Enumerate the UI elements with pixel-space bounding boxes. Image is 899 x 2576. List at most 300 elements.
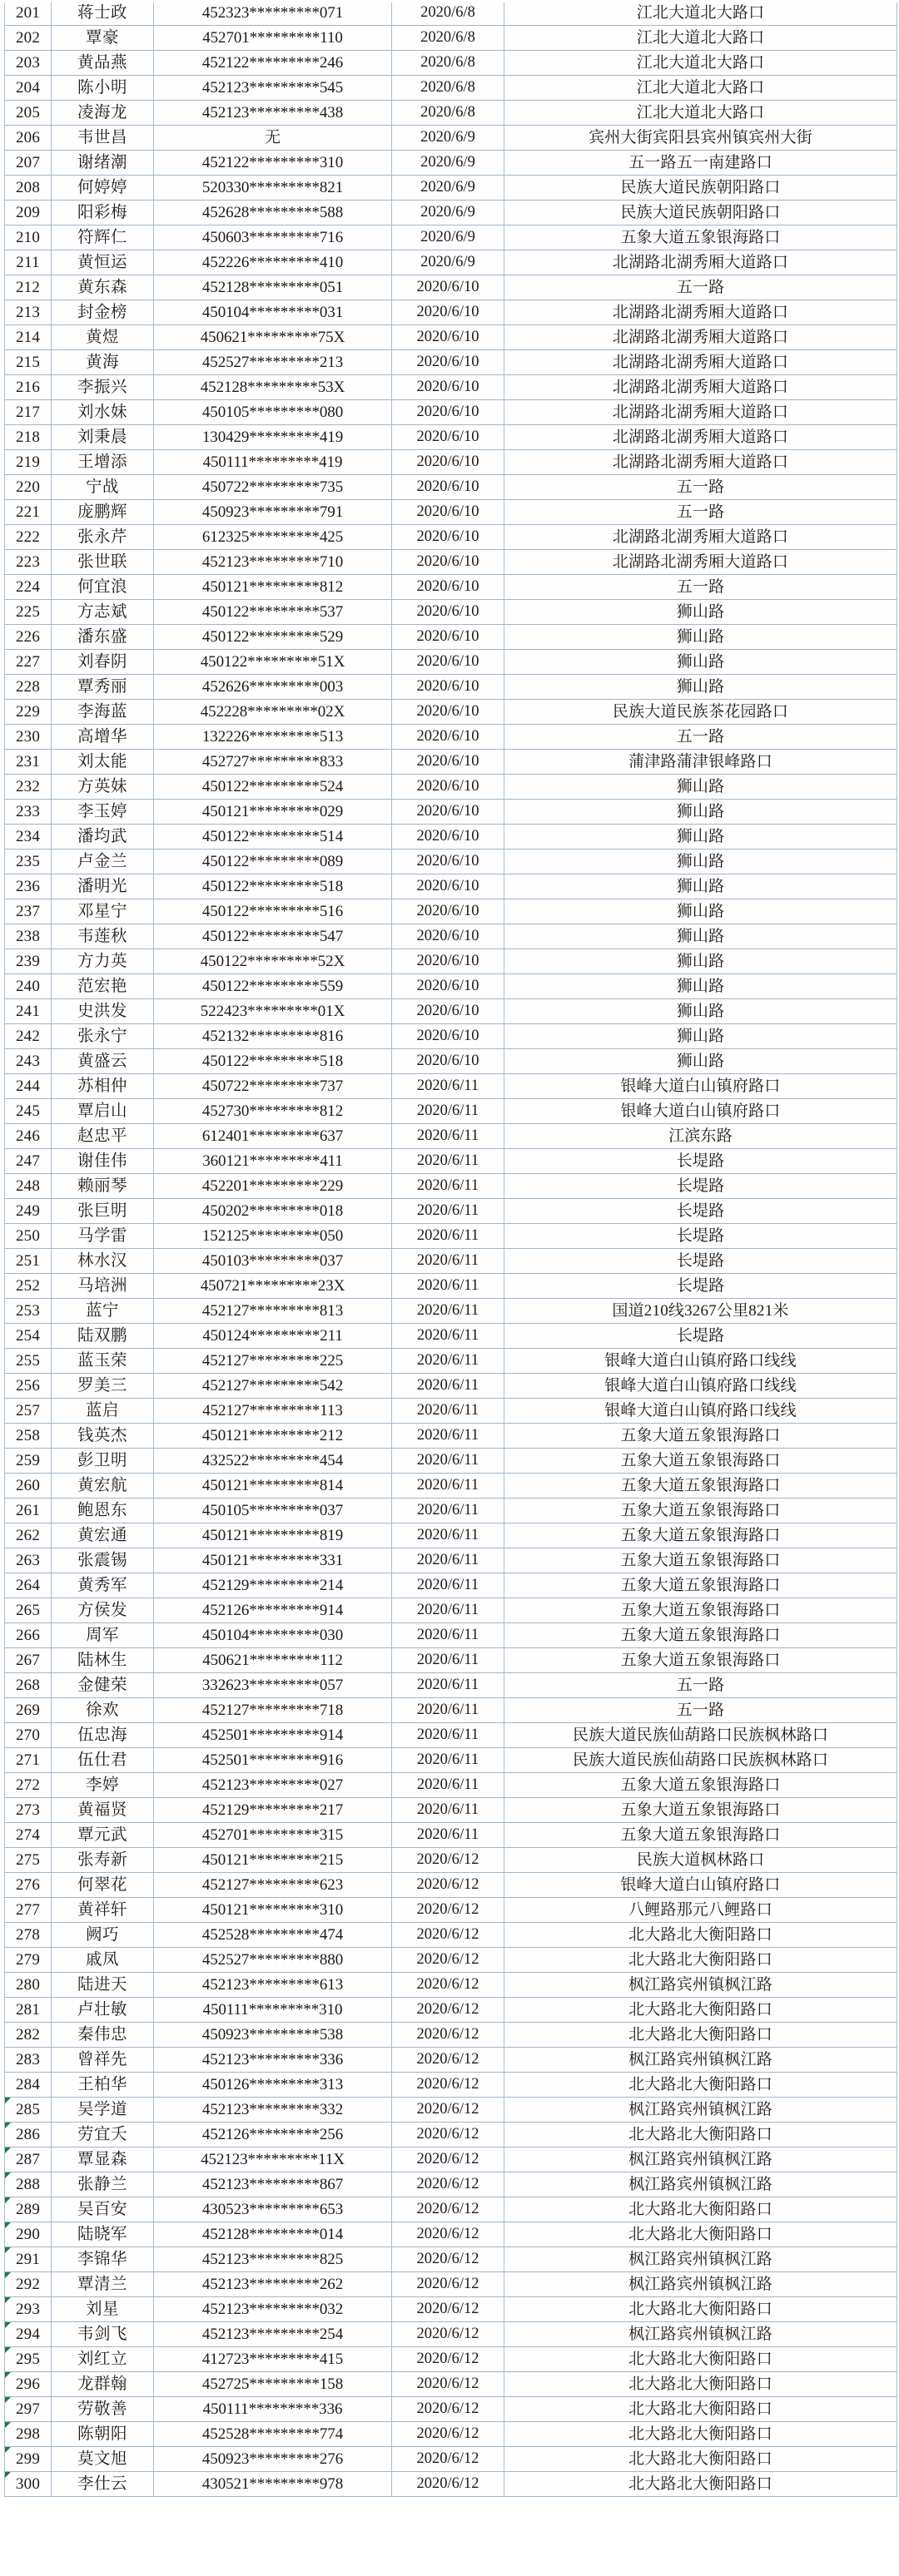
cell-location[interactable]: 北湖路北湖秀厢大道路口 [504, 550, 897, 575]
cell-id-number[interactable]: 332623*********057 [154, 1673, 392, 1698]
table-row[interactable] [5, 2272, 897, 2297]
cell-location[interactable]: 狮山路 [504, 675, 897, 700]
cell-name[interactable]: 陆双鹏 [52, 1324, 154, 1349]
cell-date[interactable]: 2020/6/10 [392, 1024, 504, 1049]
table-row[interactable] [5, 1249, 897, 1274]
cell-name[interactable]: 林水汉 [52, 1249, 154, 1274]
cell-sequence[interactable]: 229 [5, 700, 52, 725]
cell-name[interactable]: 王柏华 [52, 2073, 154, 2098]
cell-date[interactable]: 2020/6/10 [392, 450, 504, 475]
cell-sequence[interactable]: 289 [5, 2197, 52, 2222]
cell-date[interactable]: 2020/6/12 [392, 2247, 504, 2272]
cell-sequence[interactable]: 214 [5, 325, 52, 350]
cell-name[interactable]: 李仕云 [52, 2472, 154, 2497]
cell-location[interactable]: 狮山路 [504, 1049, 897, 1074]
table-row[interactable] [5, 2297, 897, 2322]
cell-location[interactable]: 五象大道五象银海路口 [504, 1449, 897, 1474]
table-row[interactable] [5, 400, 897, 425]
cell-date[interactable]: 2020/6/12 [392, 2098, 504, 2123]
cell-sequence[interactable]: 253 [5, 1299, 52, 1324]
cell-id-number[interactable]: 520330*********821 [154, 176, 392, 201]
cell-sequence[interactable]: 267 [5, 1648, 52, 1673]
table-row[interactable] [5, 1598, 897, 1623]
table-row[interactable] [5, 350, 897, 375]
cell-id-number[interactable]: 450722*********737 [154, 1074, 392, 1099]
cell-date[interactable]: 2020/6/10 [392, 700, 504, 725]
cell-location[interactable]: 五象大道五象银海路口 [504, 1823, 897, 1848]
cell-id-number[interactable]: 452201*********229 [154, 1174, 392, 1199]
cell-sequence[interactable]: 245 [5, 1099, 52, 1124]
cell-location[interactable]: 五一路 [504, 275, 897, 300]
cell-id-number[interactable]: 450121*********310 [154, 1898, 392, 1923]
cell-location[interactable]: 北大路北大衡阳路口 [504, 2472, 897, 2497]
cell-sequence[interactable]: 251 [5, 1249, 52, 1274]
table-row[interactable] [5, 1798, 897, 1823]
cell-sequence[interactable]: 260 [5, 1474, 52, 1499]
cell-name[interactable]: 潘均武 [52, 825, 154, 850]
table-row[interactable] [5, 800, 897, 825]
cell-name[interactable]: 卢壮敏 [52, 1998, 154, 2023]
cell-sequence[interactable]: 230 [5, 725, 52, 750]
table-row[interactable] [5, 775, 897, 800]
cell-date[interactable]: 2020/6/12 [392, 2048, 504, 2073]
cell-location[interactable]: 江北大道北大路口 [504, 51, 897, 76]
cell-date[interactable]: 2020/6/12 [392, 2447, 504, 2472]
cell-location[interactable]: 狮山路 [504, 600, 897, 625]
table-row[interactable] [5, 750, 897, 775]
cell-date[interactable]: 2020/6/12 [392, 2172, 504, 2197]
table-row[interactable] [5, 1174, 897, 1199]
cell-date[interactable]: 2020/6/12 [392, 1973, 504, 1998]
cell-date[interactable]: 2020/6/11 [392, 1224, 504, 1249]
cell-date[interactable]: 2020/6/10 [392, 1049, 504, 1074]
cell-location[interactable]: 银峰大道白山镇府路口 [504, 1074, 897, 1099]
cell-sequence[interactable]: 290 [5, 2222, 52, 2247]
cell-name[interactable]: 李海蓝 [52, 700, 154, 725]
table-row[interactable] [5, 2422, 897, 2447]
cell-id-number[interactable]: 452626*********003 [154, 675, 392, 700]
cell-date[interactable]: 2020/6/10 [392, 924, 504, 949]
table-row[interactable] [5, 450, 897, 475]
cell-location[interactable]: 北大路北大衡阳路口 [504, 1923, 897, 1948]
cell-id-number[interactable]: 452730*********812 [154, 1099, 392, 1124]
cell-id-number[interactable]: 452128*********051 [154, 275, 392, 300]
cell-location[interactable]: 狮山路 [504, 999, 897, 1024]
table-row[interactable] [5, 1673, 897, 1698]
cell-id-number[interactable]: 452127*********225 [154, 1349, 392, 1374]
table-row[interactable] [5, 201, 897, 225]
cell-date[interactable]: 2020/6/10 [392, 874, 504, 899]
cell-location[interactable]: 枫江路宾州镇枫江路 [504, 2247, 897, 2272]
table-row[interactable] [5, 2322, 897, 2347]
cell-sequence[interactable]: 242 [5, 1024, 52, 1049]
cell-name[interactable]: 伍忠海 [52, 1723, 154, 1748]
table-row[interactable] [5, 874, 897, 899]
table-row[interactable] [5, 1823, 897, 1848]
cell-id-number[interactable]: 450122*********524 [154, 775, 392, 800]
cell-date[interactable]: 2020/6/10 [392, 800, 504, 825]
cell-name[interactable]: 黄盛云 [52, 1049, 154, 1074]
cell-name[interactable]: 张巨明 [52, 1199, 154, 1224]
cell-sequence[interactable]: 205 [5, 101, 52, 126]
cell-date[interactable]: 2020/6/8 [392, 51, 504, 76]
cell-name[interactable]: 曾祥先 [52, 2048, 154, 2073]
cell-id-number[interactable]: 452501*********914 [154, 1723, 392, 1748]
table-row[interactable] [5, 1698, 897, 1723]
table-row[interactable] [5, 650, 897, 675]
cell-date[interactable]: 2020/6/12 [392, 2422, 504, 2447]
cell-sequence[interactable]: 210 [5, 225, 52, 250]
cell-date[interactable]: 2020/6/11 [392, 1723, 504, 1748]
cell-id-number[interactable]: 450122*********537 [154, 600, 392, 625]
cell-id-number[interactable]: 450122*********559 [154, 974, 392, 999]
cell-sequence[interactable]: 243 [5, 1049, 52, 1074]
cell-sequence[interactable]: 231 [5, 750, 52, 775]
cell-name[interactable]: 黄秀军 [52, 1573, 154, 1598]
table-row[interactable] [5, 300, 897, 325]
cell-location[interactable]: 五象大道五象银海路口 [504, 1598, 897, 1623]
table-row[interactable] [5, 525, 897, 550]
cell-name[interactable]: 刘秉晨 [52, 425, 154, 450]
cell-id-number[interactable]: 452323*********071 [154, 1, 392, 26]
cell-location[interactable]: 五象大道五象银海路口 [504, 1523, 897, 1548]
cell-sequence[interactable]: 261 [5, 1499, 52, 1523]
cell-name[interactable]: 方英妹 [52, 775, 154, 800]
cell-sequence[interactable]: 235 [5, 850, 52, 874]
cell-date[interactable]: 2020/6/10 [392, 650, 504, 675]
cell-sequence[interactable]: 249 [5, 1199, 52, 1224]
cell-location[interactable]: 五一路 [504, 575, 897, 600]
table-row[interactable] [5, 250, 897, 275]
cell-date[interactable]: 2020/6/10 [392, 899, 504, 924]
table-row[interactable] [5, 26, 897, 51]
cell-id-number[interactable]: 452701*********110 [154, 26, 392, 51]
cell-id-number[interactable]: 450122*********089 [154, 850, 392, 874]
cell-name[interactable]: 潘东盛 [52, 625, 154, 650]
cell-sequence[interactable]: 228 [5, 675, 52, 700]
cell-sequence[interactable]: 218 [5, 425, 52, 450]
cell-name[interactable]: 谢绪潮 [52, 151, 154, 176]
cell-date[interactable]: 2020/6/8 [392, 101, 504, 126]
cell-date[interactable]: 2020/6/12 [392, 2147, 504, 2172]
cell-name[interactable]: 王增添 [52, 450, 154, 475]
cell-id-number[interactable]: 452122*********246 [154, 51, 392, 76]
cell-location[interactable]: 银峰大道白山镇府路口 [504, 1099, 897, 1124]
cell-date[interactable]: 2020/6/12 [392, 1948, 504, 1973]
cell-sequence[interactable]: 222 [5, 525, 52, 550]
cell-name[interactable]: 戚凤 [52, 1948, 154, 1973]
cell-date[interactable]: 2020/6/11 [392, 1573, 504, 1598]
cell-name[interactable]: 马培洲 [52, 1274, 154, 1299]
cell-name[interactable]: 蓝启 [52, 1399, 154, 1424]
cell-date[interactable]: 2020/6/11 [392, 1349, 504, 1374]
table-row[interactable] [5, 1149, 897, 1174]
cell-id-number[interactable]: 450121*********331 [154, 1548, 392, 1573]
cell-sequence[interactable]: 246 [5, 1124, 52, 1149]
cell-sequence[interactable]: 236 [5, 874, 52, 899]
table-row[interactable] [5, 625, 897, 650]
cell-date[interactable]: 2020/6/10 [392, 750, 504, 775]
cell-date[interactable]: 2020/6/11 [392, 1648, 504, 1673]
cell-location[interactable]: 狮山路 [504, 949, 897, 974]
cell-id-number[interactable]: 452127*********718 [154, 1698, 392, 1723]
cell-date[interactable]: 2020/6/10 [392, 575, 504, 600]
cell-date[interactable]: 2020/6/11 [392, 1499, 504, 1523]
cell-name[interactable]: 刘春阴 [52, 650, 154, 675]
table-row[interactable] [5, 1074, 897, 1099]
table-row[interactable] [5, 899, 897, 924]
cell-sequence[interactable]: 217 [5, 400, 52, 425]
cell-id-number[interactable]: 452701*********315 [154, 1823, 392, 1848]
cell-id-number[interactable]: 450111*********419 [154, 450, 392, 475]
table-row[interactable] [5, 2222, 897, 2247]
cell-location[interactable]: 长堤路 [504, 1249, 897, 1274]
cell-location[interactable]: 长堤路 [504, 1149, 897, 1174]
cell-location[interactable]: 枫江路宾州镇枫江路 [504, 2147, 897, 2172]
cell-id-number[interactable]: 450111*********336 [154, 2397, 392, 2422]
cell-location[interactable]: 北湖路北湖秀厢大道路口 [504, 375, 897, 400]
cell-sequence[interactable]: 204 [5, 76, 52, 101]
table-row[interactable] [5, 2147, 897, 2172]
cell-sequence[interactable]: 227 [5, 650, 52, 675]
cell-id-number[interactable]: 452129*********217 [154, 1798, 392, 1823]
cell-name[interactable]: 覃启山 [52, 1099, 154, 1124]
cell-location[interactable]: 狮山路 [504, 775, 897, 800]
cell-date[interactable]: 2020/6/11 [392, 1199, 504, 1224]
cell-id-number[interactable]: 450621*********75X [154, 325, 392, 350]
cell-name[interactable]: 阳彩梅 [52, 201, 154, 225]
cell-location[interactable]: 五象大道五象银海路口 [504, 1474, 897, 1499]
cell-sequence[interactable]: 239 [5, 949, 52, 974]
table-row[interactable] [5, 2048, 897, 2073]
cell-location[interactable]: 五象大道五象银海路口 [504, 1623, 897, 1648]
table-row[interactable] [5, 76, 897, 101]
cell-name[interactable]: 高增华 [52, 725, 154, 750]
cell-id-number[interactable]: 450121*********029 [154, 800, 392, 825]
cell-id-number[interactable]: 450122*********52X [154, 949, 392, 974]
cell-location[interactable]: 银峰大道白山镇府路口线线 [504, 1374, 897, 1399]
cell-id-number[interactable]: 452123*********027 [154, 1773, 392, 1798]
cell-sequence[interactable]: 258 [5, 1424, 52, 1449]
cell-sequence[interactable]: 221 [5, 500, 52, 525]
cell-id-number[interactable]: 522423*********01X [154, 999, 392, 1024]
cell-sequence[interactable]: 263 [5, 1548, 52, 1573]
cell-location[interactable]: 江北大道北大路口 [504, 1, 897, 26]
cell-date[interactable]: 2020/6/12 [392, 2297, 504, 2322]
cell-date[interactable]: 2020/6/11 [392, 1299, 504, 1324]
cell-sequence[interactable]: 266 [5, 1623, 52, 1648]
cell-sequence[interactable]: 274 [5, 1823, 52, 1848]
cell-sequence[interactable]: 273 [5, 1798, 52, 1823]
cell-sequence[interactable]: 209 [5, 201, 52, 225]
cell-name[interactable]: 黄东森 [52, 275, 154, 300]
cell-sequence[interactable]: 234 [5, 825, 52, 850]
cell-id-number[interactable]: 450121*********819 [154, 1523, 392, 1548]
cell-location[interactable]: 民族大道民族茶花园路口 [504, 700, 897, 725]
cell-id-number[interactable]: 450126*********313 [154, 2073, 392, 2098]
cell-id-number[interactable]: 452123*********613 [154, 1973, 392, 1998]
table-row[interactable] [5, 1848, 897, 1873]
cell-sequence[interactable]: 299 [5, 2447, 52, 2472]
cell-id-number[interactable]: 452228*********02X [154, 700, 392, 725]
cell-date[interactable]: 2020/6/11 [392, 1748, 504, 1773]
table-row[interactable] [5, 725, 897, 750]
table-row[interactable] [5, 949, 897, 974]
table-row[interactable] [5, 2023, 897, 2048]
cell-location[interactable]: 北大路北大衡阳路口 [504, 2447, 897, 2472]
cell-name[interactable]: 劳敬善 [52, 2397, 154, 2422]
table-row[interactable] [5, 1349, 897, 1374]
cell-name[interactable]: 黄恒运 [52, 250, 154, 275]
cell-location[interactable]: 枫江路宾州镇枫江路 [504, 2272, 897, 2297]
cell-name[interactable]: 黄宏航 [52, 1474, 154, 1499]
cell-sequence[interactable]: 203 [5, 51, 52, 76]
cell-name[interactable]: 刘水妹 [52, 400, 154, 425]
table-row[interactable] [5, 1449, 897, 1474]
cell-location[interactable]: 北大路北大衡阳路口 [504, 2347, 897, 2372]
table-row[interactable] [5, 600, 897, 625]
cell-location[interactable]: 狮山路 [504, 1024, 897, 1049]
cell-location[interactable]: 北大路北大衡阳路口 [504, 2123, 897, 2147]
cell-name[interactable]: 覃显森 [52, 2147, 154, 2172]
cell-location[interactable]: 五一路 [504, 725, 897, 750]
cell-sequence[interactable]: 232 [5, 775, 52, 800]
cell-name[interactable]: 张寿新 [52, 1848, 154, 1873]
cell-id-number[interactable]: 452528*********774 [154, 2422, 392, 2447]
table-row[interactable] [5, 2447, 897, 2472]
table-row[interactable] [5, 375, 897, 400]
cell-date[interactable]: 2020/6/12 [392, 2472, 504, 2497]
cell-id-number[interactable]: 452128*********53X [154, 375, 392, 400]
cell-id-number[interactable]: 450122*********518 [154, 1049, 392, 1074]
cell-name[interactable]: 莫文旭 [52, 2447, 154, 2472]
table-row[interactable] [5, 1424, 897, 1449]
table-row[interactable] [5, 850, 897, 874]
table-row[interactable] [5, 126, 897, 151]
cell-id-number[interactable]: 452126*********914 [154, 1598, 392, 1623]
cell-location[interactable]: 枫江路宾州镇枫江路 [504, 2048, 897, 2073]
cell-location[interactable]: 枫江路宾州镇枫江路 [504, 2322, 897, 2347]
cell-id-number[interactable]: 452123*********336 [154, 2048, 392, 2073]
cell-date[interactable]: 2020/6/11 [392, 1823, 504, 1848]
table-row[interactable] [5, 1573, 897, 1598]
cell-sequence[interactable]: 223 [5, 550, 52, 575]
table-row[interactable] [5, 1648, 897, 1673]
cell-location[interactable]: 江北大道北大路口 [504, 101, 897, 126]
table-row[interactable] [5, 2098, 897, 2123]
cell-date[interactable]: 2020/6/10 [392, 475, 504, 500]
cell-date[interactable]: 2020/6/10 [392, 525, 504, 550]
cell-name[interactable]: 蒋士政 [52, 1, 154, 26]
table-row[interactable] [5, 974, 897, 999]
cell-name[interactable]: 龙群翰 [52, 2372, 154, 2397]
cell-name[interactable]: 劳宜夭 [52, 2123, 154, 2147]
cell-id-number[interactable]: 452123*********438 [154, 101, 392, 126]
cell-location[interactable]: 北大路北大衡阳路口 [504, 2297, 897, 2322]
cell-location[interactable]: 枫江路宾州镇枫江路 [504, 2172, 897, 2197]
table-row[interactable] [5, 176, 897, 201]
table-row[interactable] [5, 1499, 897, 1523]
cell-sequence[interactable]: 206 [5, 126, 52, 151]
cell-location[interactable]: 狮山路 [504, 800, 897, 825]
cell-date[interactable]: 2020/6/9 [392, 225, 504, 250]
cell-location[interactable]: 江北大道北大路口 [504, 26, 897, 51]
cell-location[interactable]: 北湖路北湖秀厢大道路口 [504, 300, 897, 325]
cell-location[interactable]: 蒲津路蒲津银峰路口 [504, 750, 897, 775]
cell-date[interactable]: 2020/6/11 [392, 1548, 504, 1573]
table-row[interactable] [5, 500, 897, 525]
cell-location[interactable]: 北湖路北湖秀厢大道路口 [504, 525, 897, 550]
cell-sequence[interactable]: 272 [5, 1773, 52, 1798]
cell-id-number[interactable]: 452123*********545 [154, 76, 392, 101]
cell-location[interactable]: 北湖路北湖秀厢大道路口 [504, 425, 897, 450]
cell-name[interactable]: 何翠花 [52, 1873, 154, 1898]
cell-location[interactable]: 狮山路 [504, 874, 897, 899]
cell-location[interactable]: 枫江路宾州镇枫江路 [504, 2098, 897, 2123]
table-row[interactable] [5, 225, 897, 250]
cell-name[interactable]: 秦伟忠 [52, 2023, 154, 2048]
cell-location[interactable]: 狮山路 [504, 825, 897, 850]
cell-date[interactable]: 2020/6/10 [392, 400, 504, 425]
cell-location[interactable]: 狮山路 [504, 924, 897, 949]
cell-id-number[interactable]: 450121*********812 [154, 575, 392, 600]
cell-date[interactable]: 2020/6/10 [392, 825, 504, 850]
cell-date[interactable]: 2020/6/11 [392, 1474, 504, 1499]
cell-sequence[interactable]: 269 [5, 1698, 52, 1723]
table-row[interactable] [5, 1199, 897, 1224]
cell-sequence[interactable]: 248 [5, 1174, 52, 1199]
cell-id-number[interactable]: 452123*********710 [154, 550, 392, 575]
table-row[interactable] [5, 2123, 897, 2147]
cell-date[interactable]: 2020/6/12 [392, 1873, 504, 1898]
cell-name[interactable]: 刘太能 [52, 750, 154, 775]
cell-id-number[interactable]: 450105*********080 [154, 400, 392, 425]
cell-name[interactable]: 谢佳伟 [52, 1149, 154, 1174]
cell-id-number[interactable]: 452123*********032 [154, 2297, 392, 2322]
cell-id-number[interactable]: 450122*********516 [154, 899, 392, 924]
table-row[interactable] [5, 550, 897, 575]
cell-id-number[interactable]: 452527*********213 [154, 350, 392, 375]
cell-name[interactable]: 赖丽琴 [52, 1174, 154, 1199]
cell-location[interactable]: 北湖路北湖秀厢大道路口 [504, 450, 897, 475]
cell-date[interactable]: 2020/6/10 [392, 550, 504, 575]
table-row[interactable] [5, 1773, 897, 1798]
cell-date[interactable]: 2020/6/10 [392, 600, 504, 625]
cell-name[interactable]: 阙巧 [52, 1923, 154, 1948]
cell-sequence[interactable]: 283 [5, 2048, 52, 2073]
cell-name[interactable]: 马学雷 [52, 1224, 154, 1249]
cell-id-number[interactable]: 412723*********415 [154, 2347, 392, 2372]
cell-name[interactable]: 周军 [52, 1623, 154, 1648]
cell-date[interactable]: 2020/6/8 [392, 76, 504, 101]
cell-id-number[interactable]: 452127*********542 [154, 1374, 392, 1399]
cell-name[interactable]: 张世联 [52, 550, 154, 575]
cell-sequence[interactable]: 281 [5, 1998, 52, 2023]
cell-location[interactable]: 北大路北大衡阳路口 [504, 1998, 897, 2023]
cell-name[interactable]: 凌海龙 [52, 101, 154, 126]
cell-id-number[interactable]: 452226*********410 [154, 250, 392, 275]
cell-date[interactable]: 2020/6/12 [392, 1998, 504, 2023]
cell-id-number[interactable]: 452123*********262 [154, 2272, 392, 2297]
cell-date[interactable]: 2020/6/10 [392, 375, 504, 400]
cell-id-number[interactable]: 360121*********411 [154, 1149, 392, 1174]
cell-location[interactable]: 五一路五一南建路口 [504, 151, 897, 176]
cell-date[interactable]: 2020/6/11 [392, 1149, 504, 1174]
cell-name[interactable]: 宁战 [52, 475, 154, 500]
cell-sequence[interactable]: 270 [5, 1723, 52, 1748]
cell-location[interactable]: 狮山路 [504, 650, 897, 675]
cell-sequence[interactable]: 280 [5, 1973, 52, 1998]
